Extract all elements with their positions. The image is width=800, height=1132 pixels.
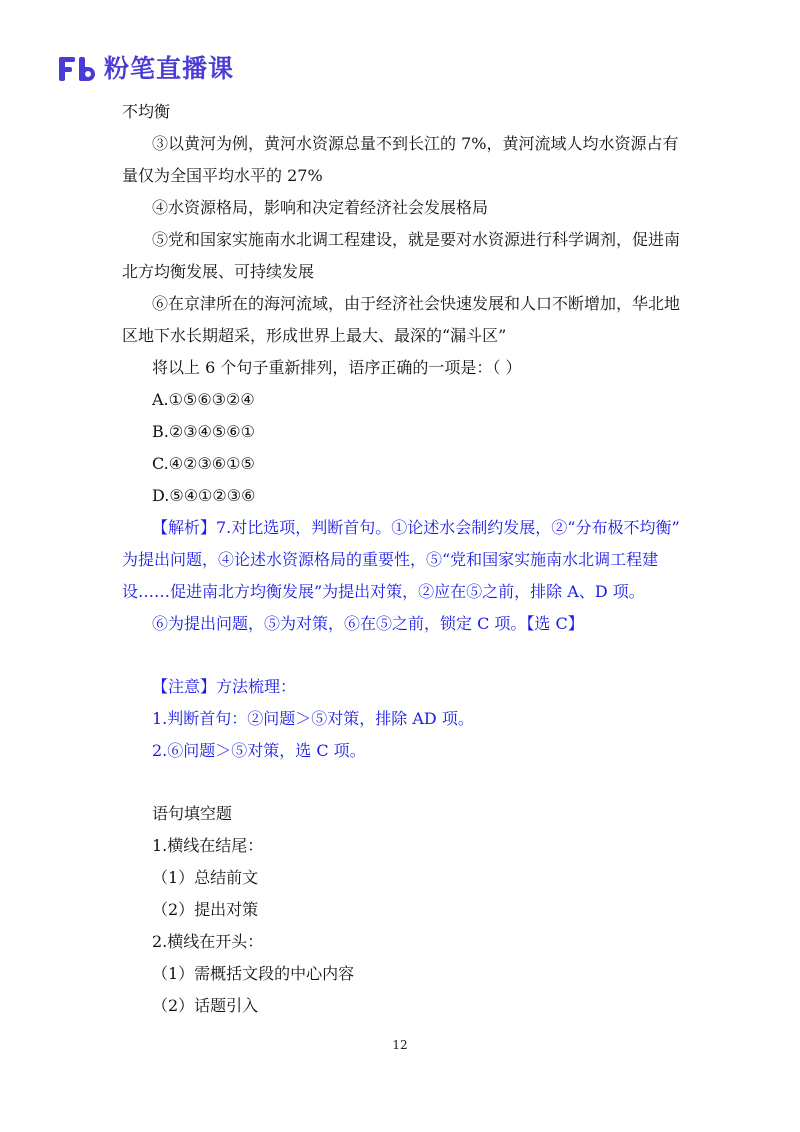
fill-blank-heading-2: 2.横线在开头： xyxy=(152,932,264,951)
sentence-2-continuation: 不均衡 xyxy=(122,102,171,121)
fill-blank-item-1-2: （2）提出对策 xyxy=(152,900,259,919)
fill-blank-item-2-1: （1）需概括文段的中心内容 xyxy=(152,964,355,983)
analysis-line-2: 为提出问题，④论述水资源格局的重要性，⑤“党和国家实施南水北调工程建 xyxy=(122,550,659,569)
analysis-line-3: 设……促进南北方均衡发展”为提出对策，②应在⑤之前，排除 A、D 项。 xyxy=(122,582,645,601)
sentence-3-line-1: ③以黄河为例，黄河水资源总量不到长江的 7%，黄河流域人均水资源占有 xyxy=(152,134,679,153)
sentence-6-line-2: 区地下水长期超采，形成世界上最大、最深的“漏斗区” xyxy=(122,326,507,345)
analysis-line-1: 【解析】7.对比选项，判断首句。①论述水会制约发展，②“分布极不均衡” xyxy=(152,518,680,537)
sentence-3-line-2: 量仅为全国平均水平的 27% xyxy=(122,166,323,185)
analysis-line-4: ⑥为提出问题，⑤为对策，⑥在⑤之前，锁定 C 项。【选 C】 xyxy=(152,614,584,633)
fill-blank-heading-1: 1.横线在结尾： xyxy=(152,836,264,855)
brand-name: 粉笔直播课 xyxy=(104,54,235,83)
note-item-1: 1.判断首句：②问题＞⑤对策，排除 AD 项。 xyxy=(152,709,474,728)
option-c: C.④②③⑥①⑤ xyxy=(152,454,255,473)
page-number: 12 xyxy=(392,1038,408,1052)
option-a: A.①⑤⑥③②④ xyxy=(152,390,255,409)
sentence-5-line-1: ⑤党和国家实施南水北调工程建设，就是要对水资源进行科学调剂，促进南 xyxy=(152,230,681,249)
fb-logo-icon xyxy=(58,54,98,84)
fill-blank-item-1-1: （1）总结前文 xyxy=(152,868,259,887)
fill-blank-title: 语句填空题 xyxy=(152,804,233,823)
sentence-5-line-2: 北方均衡发展、可持续发展 xyxy=(122,262,315,281)
note-title: 【注意】方法梳理： xyxy=(152,677,297,696)
brand-logo xyxy=(58,52,234,86)
note-item-2: 2.⑥问题＞⑤对策，选 C 项。 xyxy=(152,741,366,760)
sentence-6-line-1: ⑥在京津所在的海河流域，由于经济社会快速发展和人口不断增加，华北地 xyxy=(152,294,681,313)
option-b: B.②③④⑤⑥① xyxy=(152,422,255,441)
sentence-4: ④水资源格局，影响和决定着经济社会发展格局 xyxy=(152,198,489,217)
question-prompt: 将以上 6 个句子重新排列，语序正确的一项是：（ ） xyxy=(152,358,522,377)
option-d: D.⑤④①②③⑥ xyxy=(152,486,256,505)
fill-blank-item-2-2: （2）话题引入 xyxy=(152,996,259,1015)
